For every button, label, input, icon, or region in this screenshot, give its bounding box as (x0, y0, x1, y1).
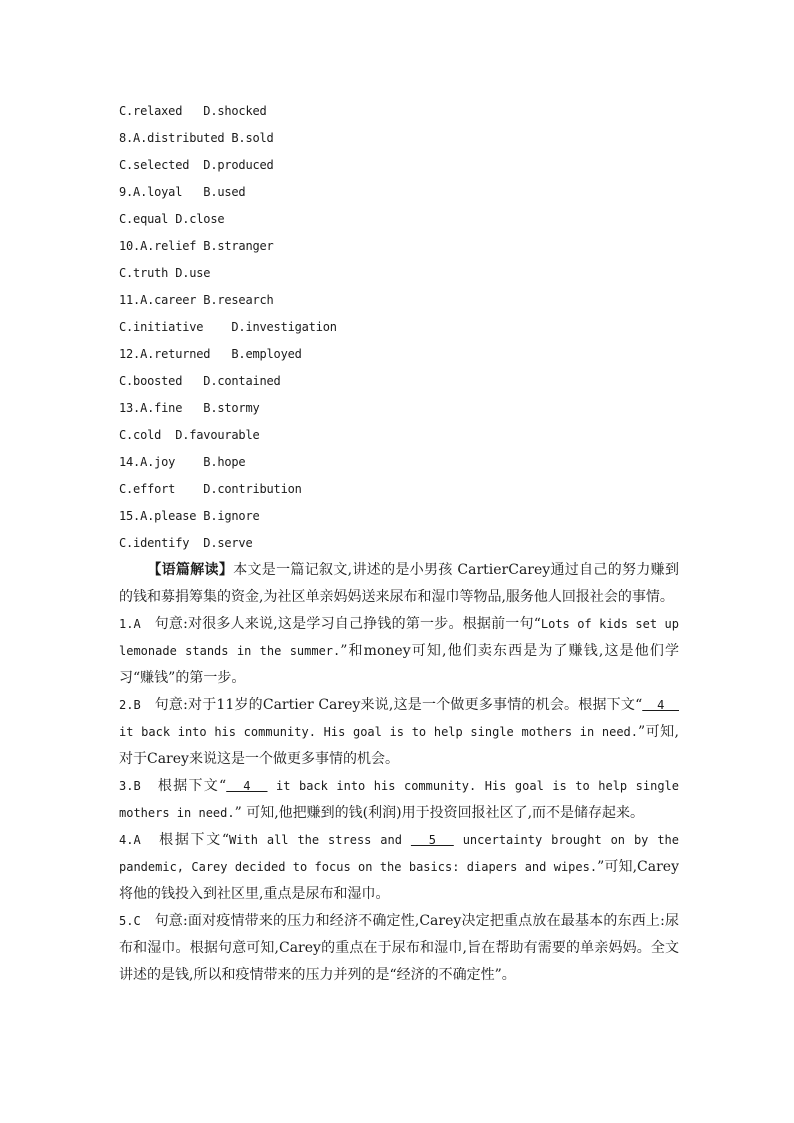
answer-4 (119, 827, 679, 908)
answer-explanation-end: ”可知,Carey将他的钱投入到社区里,重点是尿布和湿巾。 (119, 859, 679, 902)
option-line: 12.A.returned B.employed (119, 347, 302, 361)
option-line: 8.A.distributed B.sold (119, 131, 274, 145)
answer-2 (119, 692, 679, 773)
answer-explanation: 根据下文“ (157, 778, 227, 794)
answer-explanation: 句意:对很多人来说,这是学习自己挣钱的第一步。根据前一句“ (154, 616, 541, 632)
option-line: C.truth D.use (119, 266, 211, 280)
answer-quote-cont: uncertainty brought on by the pandemic, Carey decided to focus on the basics: diapers and wipes. (119, 833, 679, 874)
option-line: 13.A.fine B.stormy (119, 401, 260, 415)
answer-5 (119, 908, 679, 989)
analysis-text: 本文是一篇记叙文,讲述的是小男孩 CartierCarey通过自己的努力赚到的钱和募捐筹集的资金,为社区单亲妈妈送来尿布和湿巾等物品,服务他人回报社会的事情。 (119, 562, 679, 605)
answer-number: 2.B (119, 698, 141, 712)
analysis-heading: 【语篇解读】 (147, 562, 234, 578)
option-line: C.boosted D.contained (119, 374, 281, 388)
option-line: C.selected D.produced (119, 158, 274, 172)
answer-blank: 4 (642, 698, 679, 712)
answer-1 (119, 611, 679, 692)
answer-quote: it back into his community. His goal is to help single mothers in need. (119, 779, 680, 820)
option-line: C.equal D.close (119, 212, 225, 226)
answer-quote: With all the stress and (229, 833, 411, 847)
option-line: 15.A.please B.ignore (119, 509, 260, 523)
answer-3 (119, 773, 679, 827)
answer-explanation: 根据下文“ (159, 832, 230, 848)
answer-explanation: 句意:面对疫情带来的压力和经济不确定性,Carey决定把重点放在最基本的东西上:尿布和湿巾。根据句意可知,Carey的重点在于尿布和湿巾,旨在帮助有需要的单亲妈妈。全文讲述的是钱,所以和疫情带来的压力并列的是“经济的不确定性”。 (119, 913, 679, 983)
answer-explanation-end: ”可知,对于Carey来说这是一个做更多事情的机会。 (119, 724, 680, 767)
analysis-paragraph (119, 557, 679, 611)
option-line: C.initiative D.investigation (119, 320, 337, 334)
answer-number: 3.B (119, 779, 141, 793)
answer-explanation-end: ” 可知,他把赚到的钱(利润)用于投资回报社区了,而不是储存起来。 (234, 805, 645, 821)
option-line: C.effort D.contribution (119, 482, 302, 496)
answer-quote: Lots of kids set up lemonade stands in the summer. (119, 617, 679, 658)
answer-number: 1.A (119, 617, 141, 631)
option-line: 9.A.loyal B.used (119, 185, 246, 199)
option-line: C.identify D.serve (119, 536, 253, 550)
answer-number: 5.C (119, 914, 141, 928)
answer-explanation-end: ”和money可知,他们卖东西是为了赚钱,这是他们学习“赚钱”的第一步。 (119, 643, 679, 686)
answer-number: 4.A (119, 833, 141, 847)
option-line: C.cold D.favourable (119, 428, 260, 442)
answer-blank: 5 (410, 833, 454, 847)
option-line: 10.A.relief B.stranger (119, 239, 274, 253)
option-line: C.relaxed D.shocked (119, 104, 267, 118)
answer-blank: 4 (226, 779, 268, 793)
option-line: 11.A.career B.research (119, 293, 274, 307)
answer-quote: it back into his community. His goal is to help single mothers in need. (119, 725, 638, 739)
answer-explanation: 句意:对于11岁的Cartier Carey来说,这是一个做更多事情的机会。根据下文“ (154, 697, 643, 713)
option-line: 14.A.joy B.hope (119, 455, 246, 469)
